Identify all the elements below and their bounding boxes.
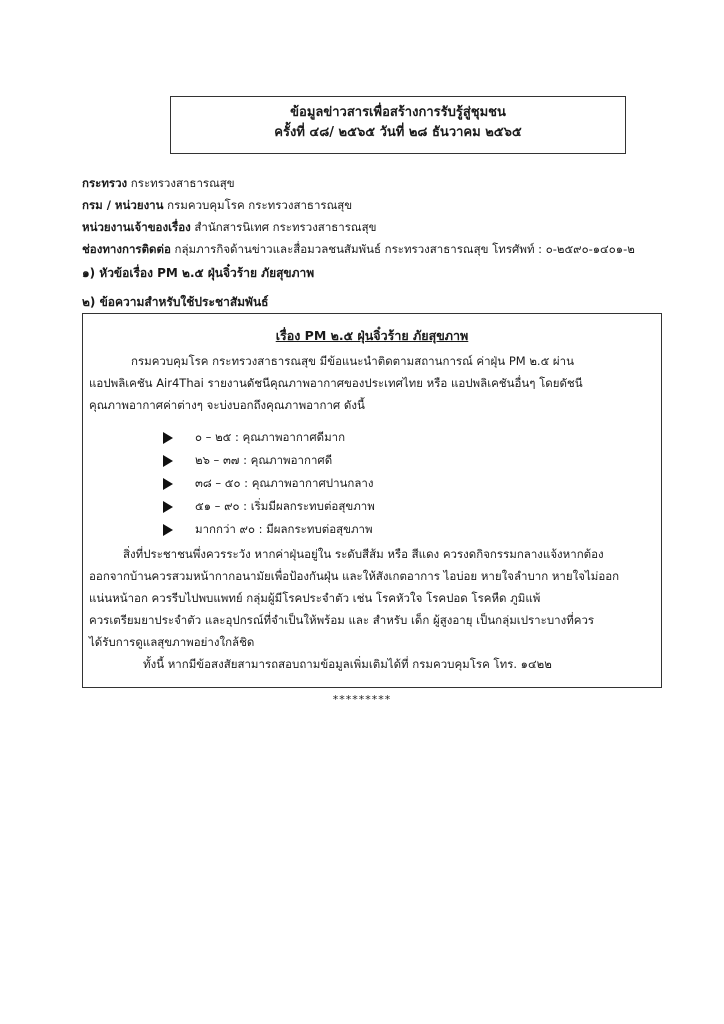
header-issue-date: ครั้งที่ ๔๘/ ๒๕๖๕ วันที่ ๒๘ ธันวาคม ๒๕๖๕ [274,125,522,140]
message-box [82,313,662,688]
intro-line-2: แอปพลิเคชัน Air4Thai รายงานดัชนีคุณภาพอากาศของประเทศไทย หรือ แอปพลิเคชันอื่นๆ โดยดัชนี [89,376,583,390]
aqi-level-list [163,426,375,541]
arrow-bullet-icon [163,478,173,490]
meta-owner-label: หน่วยงานเจ้าของเรื่อง [82,220,191,234]
arrow-bullet-icon [163,455,173,467]
meta-department [82,194,662,216]
meta-department-value: กรมควบคุมโรค กระทรวงสาธารณสุข [163,198,353,212]
intro-line-3: คุณภาพอากาศค่าต่างๆ จะบ่งบอกถึงคุณภาพอากาศ ดังนี้ [89,398,365,412]
header-title: ข้อมูลข่าวสารเพื่อสร้างการรับรู้สู่ชุมชน [290,105,506,120]
arrow-bullet-icon [163,524,173,536]
header-box [170,96,626,154]
list-item [163,495,375,518]
arrow-bullet-icon [163,432,173,444]
advice-line-3: แน่นหน้าอก ควรรีบไปพบแพทย์ กลุ่มผู้มีโรคประจำตัว เช่น โรคหัวใจ โรคปอด โรคหืด ภูมิแพ้ [89,591,541,605]
intro-paragraph [89,350,655,416]
section-message-heading: ๒) ข้อความสำหรับใช้ประชาสัมพันธ์ [82,295,269,309]
end-marker: ********* [332,693,392,706]
meta-ministry-label: กระทรวง [82,176,128,190]
advice-line-5: ได้รับการดูแลสุขภาพอย่างใกล้ชิด [89,635,255,649]
meta-ministry-value: กระทรวงสาธารณสุข [127,176,235,190]
meta-owner [82,216,662,238]
meta-contact-label: ช่องทางการติดต่อ [82,242,171,256]
aqi-level-text: ๓๘ – ๕๐ : คุณภาพอากาศปานกลาง [195,476,374,490]
message-title: เรื่อง PM ๒.๕ ฝุ่นจิ๋วร้าย ภัยสุขภาพ [275,328,469,343]
list-item [163,518,375,541]
list-item [163,426,375,449]
meta-block [82,172,662,260]
advice-line-4: ควรเตรียมยาประจำตัว และอุปกรณ์ที่จำเป็นให้พร้อม และ สำหรับ เด็ก ผู้สูงอายุ เป็นกลุ่มเปราะบางที่ควร [89,613,595,627]
list-item [163,472,375,495]
advice-line-2: ออกจากบ้านควรสวมหน้ากากอนามัยเพื่อป้องกันฝุ่น และให้สังเกตอาการ ไอบ่อย หายใจลำบาก หายใจไม่ออก [89,569,620,583]
meta-contact-value: กลุ่มภารกิจด้านข่าวและสื่อมวลชนสัมพันธ์ กระทรวงสาธารณสุข โทรศัพท์ : ๐-๒๕๙๐-๑๔๐๑-๒ [170,242,635,256]
closing-line: ทั้งนี้ หากมีข้อสงสัยสามารถสอบถามข้อมูลเพิ่มเติมได้ที่ กรมควบคุมโรค โทร. ๑๔๒๒ [143,657,552,671]
advice-line-1: สิ่งที่ประชาชนพึ่งควรระวัง หากค่าฝุ่นอยู่ใน ระดับสีส้ม หรือ สีแดง ควรงดกิจกรรมกลางแจ้งหากต้อง [123,547,604,561]
meta-department-label: กรม / หน่วยงาน [82,198,164,212]
section-topic-heading: ๑) หัวข้อเรื่อง PM ๒.๕ ฝุ่นจิ๋วร้าย ภัยสุขภาพ [82,266,315,280]
aqi-level-text: ๒๖ – ๓๗ : คุณภาพอากาศดี [195,453,333,467]
list-item [163,449,375,472]
aqi-level-text: ๕๑ – ๙๐ : เริ่มมีผลกระทบต่อสุขภาพ [195,499,375,513]
aqi-level-text: ๐ – ๒๕ : คุณภาพอากาศดีมาก [195,430,346,444]
meta-contact [82,238,662,260]
intro-line-1: กรมควบคุมโรค กระทรวงสาธารณสุข มีข้อแนะนำติดตามสถานการณ์ ค่าฝุ่น PM ๒.๕ ผ่าน [131,354,574,368]
meta-ministry [82,172,662,194]
meta-owner-value: สำนักสารนิเทศ กระทรวงสาธารณสุข [190,220,377,234]
aqi-level-text: มากกว่า ๙๐ : มีผลกระทบต่อสุขภาพ [195,522,373,536]
arrow-bullet-icon [163,501,173,513]
advice-paragraph [89,543,655,675]
